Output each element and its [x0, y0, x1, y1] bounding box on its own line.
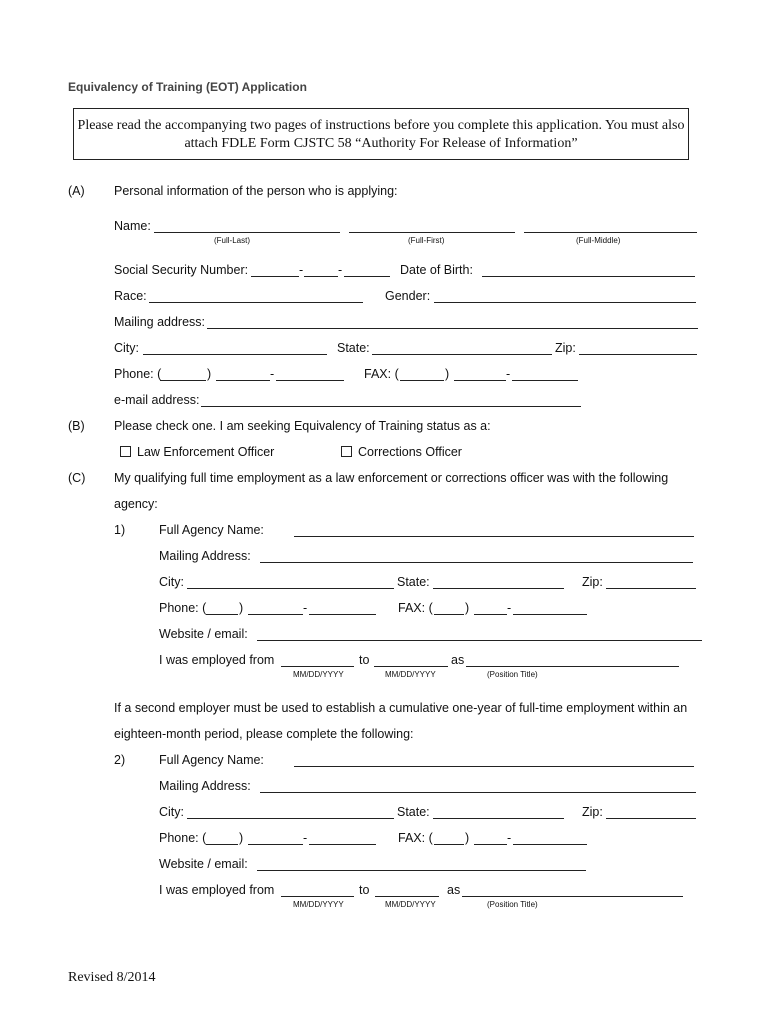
employer-2-agency-field[interactable] [294, 766, 694, 767]
employer-2-agency-label: Full Agency Name: [159, 753, 264, 767]
employer-1-to-label: to [359, 653, 370, 667]
employer-1-number: 1) [114, 523, 126, 537]
employer-1-phone-paren: ) [239, 601, 244, 615]
employer-2-phone-line-field[interactable] [309, 844, 376, 845]
employer-1-zip-label: Zip: [582, 575, 603, 589]
mailing-address-field[interactable] [207, 328, 698, 329]
phone-prefix-field[interactable] [216, 380, 270, 381]
dob-label: Date of Birth: [400, 263, 473, 277]
second-employer-intro-1: If a second employer must be used to establish a cumulative one-year of full-time employment within an [114, 701, 688, 715]
instructions-notice: Please read the accompanying two pages of instructions before you complete this application. You must also attach FDLE Form CJSTC 58 “Authority For Release of Information” [73, 108, 689, 160]
employer-1-zip-field[interactable] [606, 588, 696, 589]
employer-2-fax-prefix-field[interactable] [474, 844, 507, 845]
revision-footer: Revised 8/2014 [68, 970, 156, 985]
second-employer-intro-2: eighteen-month period, please complete the following: [114, 727, 414, 741]
corrections-checkbox[interactable] [341, 446, 352, 457]
full-first-hint: (Full-First) [408, 236, 445, 245]
employer-1-date2-hint: MM/DD/YYYY [385, 670, 436, 679]
employer-1-city-field[interactable] [187, 588, 394, 589]
employer-1-phone-prefix-field[interactable] [248, 614, 303, 615]
fax-line-field[interactable] [512, 380, 578, 381]
employer-1-fax-label: FAX: ( [398, 601, 433, 615]
employer-1-as-label: as [451, 653, 465, 667]
employer-2-phone-area-field[interactable] [206, 844, 238, 845]
employer-2-position-hint: (Position Title) [487, 900, 538, 909]
employer-1-website-label: Website / email: [159, 627, 248, 641]
employer-1-mailing-label: Mailing Address: [159, 549, 251, 563]
fax-area-field[interactable] [400, 380, 444, 381]
employer-1-employed-label: I was employed from [159, 653, 275, 667]
phone-label: Phone: ( [114, 367, 162, 381]
employer-2-as-label: as [447, 883, 461, 897]
employer-2-zip-label: Zip: [582, 805, 603, 819]
employer-1-position-hint: (Position Title) [487, 670, 538, 679]
employer-1-agency-field[interactable] [294, 536, 694, 537]
race-label: Race: [114, 289, 147, 303]
name-last-field[interactable] [154, 232, 340, 233]
phone-line-field[interactable] [276, 380, 344, 381]
fax-paren: ) [445, 367, 450, 381]
state-label: State: [337, 341, 370, 355]
name-middle-field[interactable] [524, 232, 697, 233]
law-enforcement-checkbox[interactable] [120, 446, 131, 457]
city-field[interactable] [143, 354, 327, 355]
employer-1-to-date-field[interactable] [374, 666, 448, 667]
employer-2-date1-hint: MM/DD/YYYY [293, 900, 344, 909]
gender-label: Gender: [385, 289, 431, 303]
employer-2-fax-paren: ) [465, 831, 470, 845]
zip-field[interactable] [579, 354, 697, 355]
employer-1-phone-area-field[interactable] [206, 614, 238, 615]
email-field[interactable] [201, 406, 581, 407]
law-enforcement-label: Law Enforcement Officer [137, 445, 275, 459]
ssn-field-3[interactable] [344, 276, 390, 277]
phone-area-field[interactable] [160, 380, 206, 381]
employer-2-phone-paren: ) [239, 831, 244, 845]
form-title: Equivalency of Training (EOT) Application [68, 80, 307, 94]
phone-paren: ) [207, 367, 212, 381]
employer-1-from-date-field[interactable] [281, 666, 354, 667]
employer-2-fax-area-field[interactable] [434, 844, 464, 845]
phone-dash: - [270, 367, 275, 381]
state-field[interactable] [372, 354, 552, 355]
employer-2-city-field[interactable] [187, 818, 394, 819]
employer-2-number: 2) [114, 753, 126, 767]
corrections-option[interactable] [341, 445, 462, 459]
employer-2-to-date-field[interactable] [375, 896, 439, 897]
employer-2-city-label: City: [159, 805, 184, 819]
employer-2-website-label: Website / email: [159, 857, 248, 871]
mailing-address-label: Mailing address: [114, 315, 206, 329]
employer-1-city-label: City: [159, 575, 184, 589]
employer-2-state-label: State: [397, 805, 430, 819]
employer-2-phone-dash: - [303, 831, 308, 845]
employer-1-phone-dash: - [303, 601, 308, 615]
employer-1-fax-prefix-field[interactable] [474, 614, 507, 615]
employer-2-mailing-label: Mailing Address: [159, 779, 251, 793]
employer-2-position-field[interactable] [462, 896, 683, 897]
employer-1-position-field[interactable] [466, 666, 679, 667]
employer-1-state-label: State: [397, 575, 430, 589]
ssn-label: Social Security Number: [114, 263, 249, 277]
full-last-hint: (Full-Last) [214, 236, 251, 245]
employer-1-fax-area-field[interactable] [434, 614, 464, 615]
employer-1-phone-line-field[interactable] [309, 614, 376, 615]
name-first-field[interactable] [349, 232, 515, 233]
fax-prefix-field[interactable] [454, 380, 506, 381]
email-label: e-mail address: [114, 393, 200, 407]
section-b-marker: (B) [68, 419, 85, 433]
employer-2-fax-dash: - [507, 831, 512, 845]
employer-1-website-field[interactable] [257, 640, 702, 641]
fax-label: FAX: ( [364, 367, 399, 381]
employer-2-phone-label: Phone: ( [159, 831, 207, 845]
employer-2-fax-label: FAX: ( [398, 831, 433, 845]
employer-2-date2-hint: MM/DD/YYYY [385, 900, 436, 909]
full-middle-hint: (Full-Middle) [576, 236, 621, 245]
employer-2-employed-label: I was employed from [159, 883, 275, 897]
employer-1-date1-hint: MM/DD/YYYY [293, 670, 344, 679]
gender-field[interactable] [434, 302, 696, 303]
ssn-field-1[interactable] [251, 276, 299, 277]
section-a-marker: (A) [68, 184, 85, 198]
name-label: Name: [114, 219, 151, 233]
employer-1-fax-line-field[interactable] [513, 614, 587, 615]
employer-1-fax-dash: - [507, 601, 512, 615]
fax-dash: - [506, 367, 511, 381]
dob-field[interactable] [482, 276, 695, 277]
employer-2-mailing-field[interactable] [260, 792, 696, 793]
ssn-dash-2: - [338, 263, 343, 277]
employer-2-from-date-field[interactable] [281, 896, 354, 897]
zip-label: Zip: [555, 341, 576, 355]
section-a-heading: Personal information of the person who is applying: [114, 184, 398, 198]
section-b-heading: Please check one. I am seeking Equivalency of Training status as a: [114, 419, 491, 433]
section-c-heading-2: agency: [114, 497, 158, 511]
employer-1-phone-label: Phone: ( [159, 601, 207, 615]
employer-2-website-field[interactable] [257, 870, 586, 871]
employer-2-zip-field[interactable] [606, 818, 696, 819]
law-enforcement-option[interactable] [120, 445, 274, 459]
section-c-marker: (C) [68, 471, 86, 485]
employer-1-mailing-field[interactable] [260, 562, 693, 563]
ssn-field-2[interactable] [304, 276, 338, 277]
section-c-heading-1: My qualifying full time employment as a law enforcement or corrections officer was with the following [114, 471, 669, 485]
race-field[interactable] [149, 302, 363, 303]
employer-2-fax-line-field[interactable] [513, 844, 587, 845]
ssn-dash: - [299, 263, 304, 277]
employer-2-to-label: to [359, 883, 370, 897]
corrections-label: Corrections Officer [358, 445, 462, 459]
city-label: City: [114, 341, 139, 355]
employer-1-state-field[interactable] [433, 588, 564, 589]
employer-1-fax-paren: ) [465, 601, 470, 615]
employer-2-phone-prefix-field[interactable] [248, 844, 303, 845]
employer-1-agency-label: Full Agency Name: [159, 523, 264, 537]
employer-2-state-field[interactable] [433, 818, 564, 819]
